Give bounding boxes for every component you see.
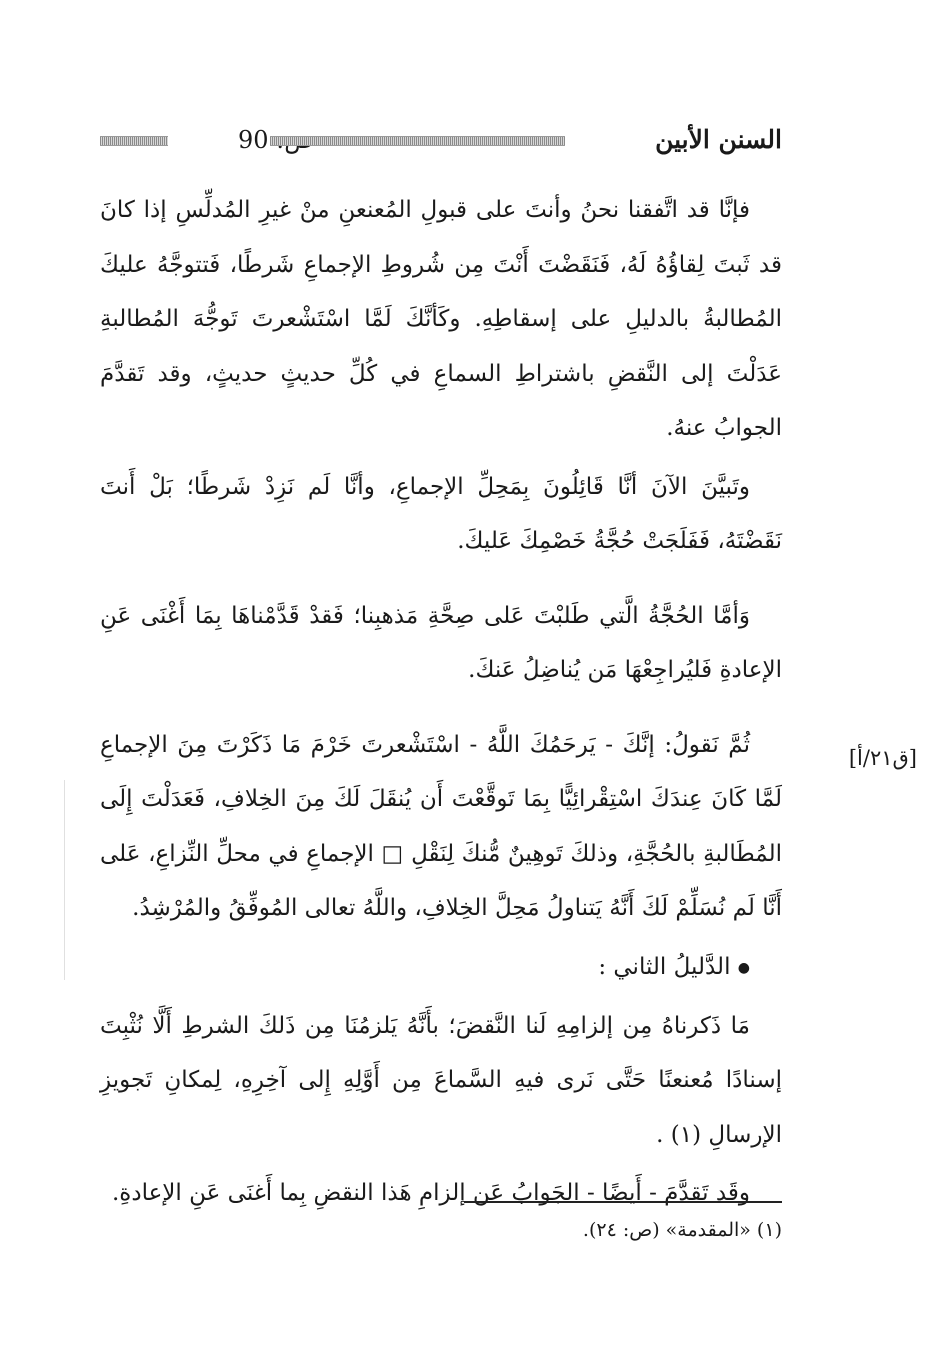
paragraph-6: وقَد تَقدَّمَ - أَيضًا - الجَوابُ عَن إلزامِ هَذا النقضِ بِما أَغنَى عَنِ الإعادةِ.	[111, 1180, 750, 1207]
page-body	[100, 183, 782, 1221]
section-heading	[100, 940, 782, 995]
section-heading-text: الدَّليلُ الثاني :	[598, 953, 731, 980]
page-number: 90	[238, 126, 269, 154]
paragraph-4: ثُمَّ نَقولُ: إنَّكَ - يَرحَمُكَ اللَّهُ - اسْتَشْعرتَ خَرْمَ مَا ذَكَرْتَ مِنَ الإجماعِ لَمَّا كَانَ عِندَكَ اسْتِقْرائِيًّا بِمَا تَوقَّعْتَ أَن يُنقَلَ لَكَ مِنَ الخِلافِ، فَعَدَلْتَ إِلَى المُطَالبةِ بالحُجَّةِ، وذلكَ تَوهِينٌ مُّنكَ لِنَقْلِ □ الإجماعِ في محلِّ النِّزاعِ، عَلى أَنَّا لَم نُسَلِّمْ لَكَ أَنَّهُ يَتناولُ مَحِلَّ الخِلافِ، واللَّهُ تعالى المُوفِّقُ والمُرْشِدُ.	[100, 731, 782, 921]
paragraph-3: وَأمَّا الحُجَّةُ الَّتي طَلبْتَ عَلى صِحَّةِ مَذهبِنا؛ فَقدْ قَدَّمْناهَا بِمَا أَغْنَى عَنِ الإعادةِ فَليُراجِعْهَا مَن يُناضِلُ عَنكَ.	[100, 602, 782, 683]
header-ornament-bar-left	[100, 136, 168, 146]
scan-edge-line	[64, 780, 65, 980]
paragraph-5-text: مَا ذَكرناهُ مِن إلزامِهِ لَنا النَّقضَ؛ بأَنَّهُ يَلزمُنَا مِن ذَلكَ الشرطِ أَلَّا نُثْبِتَ إسنادًا مُعنعنًا حَتَّى نَرى فيهِ السَّماعَ مِن أَوَّلِهِ إِلى آخِرِهِ، لِمكانِ تَجويزِ الإرسالِ	[100, 1012, 782, 1148]
paragraph-2: وتَبيَّنَ الآنَ أنَّا قَائِلُونَ بِمَحِلِّ الإجماعِ، وأنَّا لَم نَزِدْ شَرطًا؛ بَلْ أَنتَ نَقَضْتَهُ، فَفَلَجَتْ حُجَّةُ خَصْمِكَ عَليكَ.	[100, 473, 782, 554]
header-ornament-bar	[270, 136, 565, 146]
footnote: (١) «المقدمة» (ص: ٢٤).	[582, 1219, 782, 1241]
paragraph-5-end: .	[656, 1121, 664, 1148]
footnote-separator	[464, 1201, 782, 1203]
book-title: السنن الأبين	[655, 125, 782, 154]
paragraph-5	[100, 999, 782, 1163]
bullet-icon: ●	[737, 959, 750, 976]
paragraph-1: فإنَّا قد اتَّفقنا نحنُ وأنتَ على قبولِ المُعنعنِ منْ غيرِ المُدلِّسِ إذا كانَ قد ثَبتَ لِقاؤُهُ لَهُ، فَنَقَضْتَ أَنْتَ مِن شُروطِ الإجماعِ شَرطًا، فَتتوجَّهُ عليكَ المُطالبةُ بالدليلِ على إسقاطِهِ. وكَأنَّكَ لَمَّا اسْتَشْعرتَ تَوجُّهَ المُطالبةِ عَدَلْتَ إلى النَّقضِ باشتراطِ السماعِ في كُلِّ حديثٍ حديثٍ، وقد تَقدَّمَ الجوابُ عنهُ.	[100, 197, 782, 441]
manuscript-folio-marker: [ق٢١/أ]	[848, 746, 917, 770]
footnote-reference: (١)	[670, 1121, 702, 1148]
